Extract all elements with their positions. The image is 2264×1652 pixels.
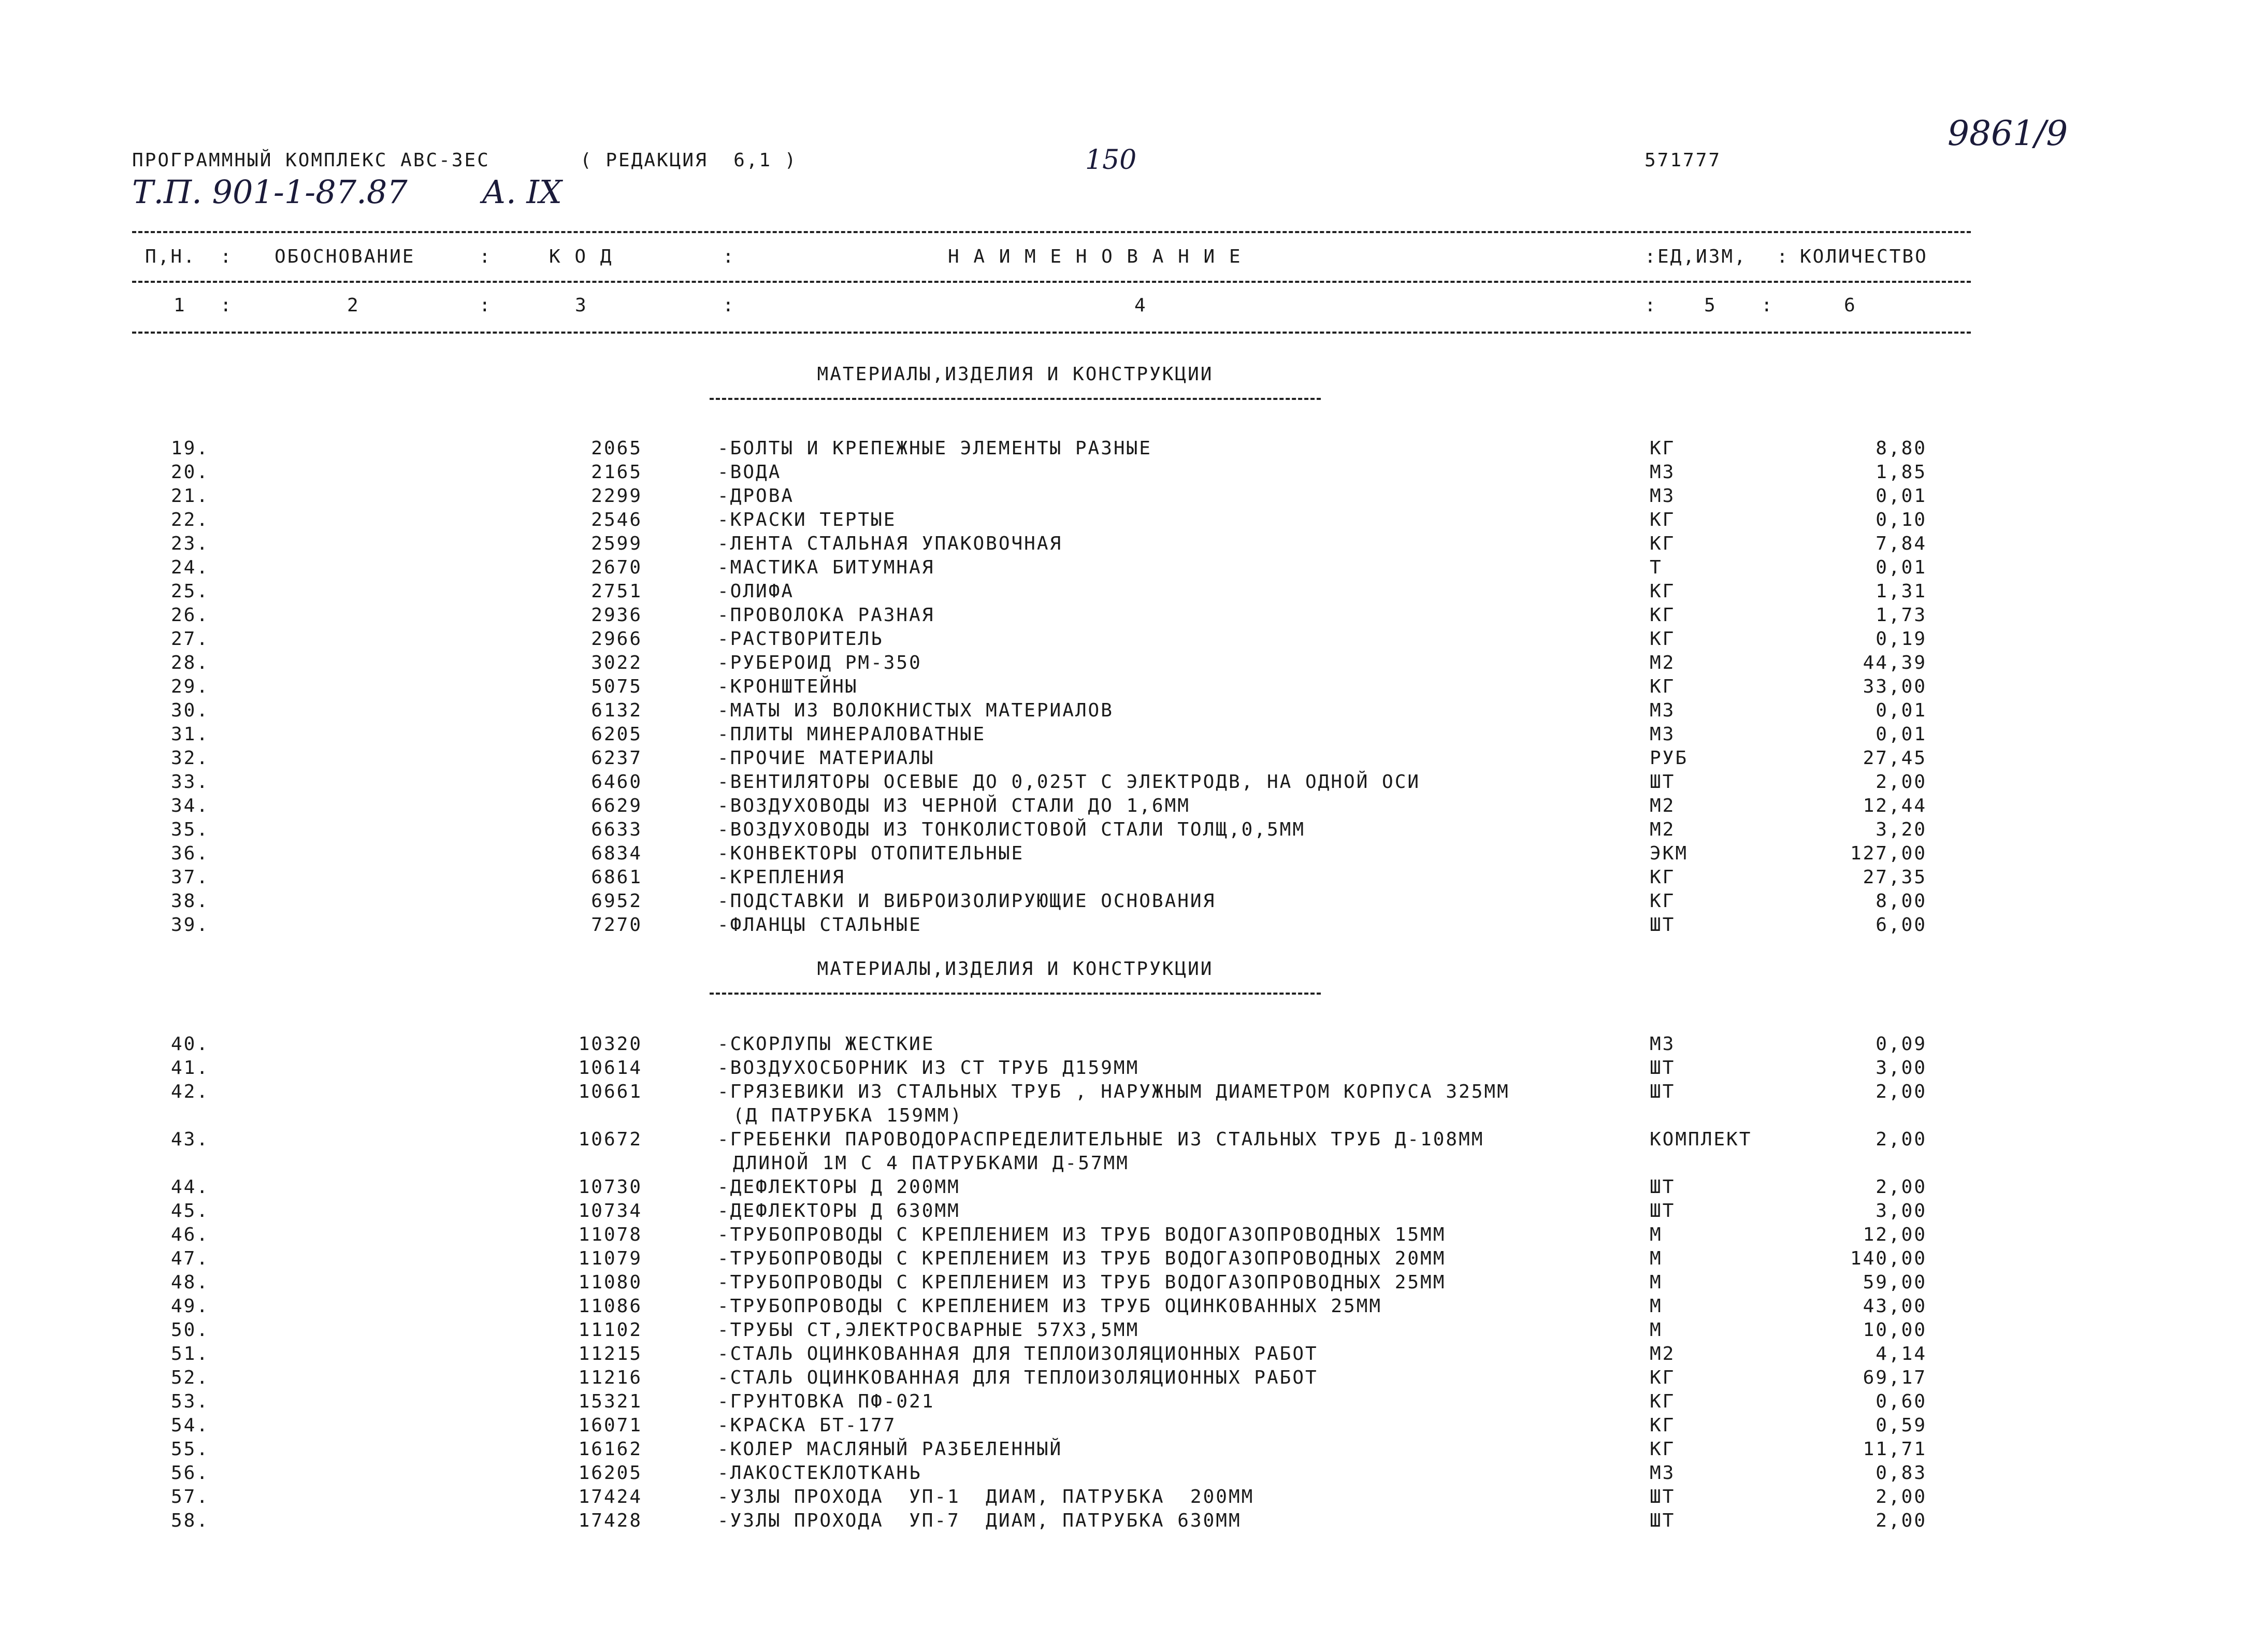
quantity-value: 127,00 bbox=[1850, 843, 1927, 864]
column-separator: : bbox=[220, 246, 233, 267]
resource-name: -КРОНШТЕЙНЫ bbox=[717, 676, 858, 697]
quantity-value: 1,73 bbox=[1876, 605, 1927, 626]
row-number: 49. bbox=[171, 1296, 210, 1317]
resource-name: -ОЛИФА bbox=[717, 581, 795, 602]
unit-of-measure: М bbox=[1650, 1248, 1663, 1269]
quantity-value: 2,00 bbox=[1876, 1176, 1927, 1198]
resource-code: 6132 bbox=[591, 700, 642, 721]
handwritten-project-number: Т.П. 901-1-87.87 bbox=[132, 173, 408, 211]
table-row bbox=[0, 1202, 2264, 1226]
unit-of-measure: М bbox=[1650, 1319, 1663, 1341]
unit-of-measure: ШТ bbox=[1650, 1176, 1676, 1198]
unit-of-measure: М3 bbox=[1650, 462, 1676, 483]
quantity-value: 27,45 bbox=[1863, 748, 1927, 769]
unit-of-measure: КГ bbox=[1650, 628, 1676, 650]
row-number: 38. bbox=[171, 890, 210, 912]
column-number-1: 1 bbox=[174, 295, 186, 316]
resource-code: 6460 bbox=[591, 771, 642, 793]
unit-of-measure: ШТ bbox=[1650, 1510, 1676, 1531]
unit-of-measure: ШТ bbox=[1650, 1057, 1676, 1079]
unit-of-measure: М bbox=[1650, 1272, 1663, 1293]
section-underline bbox=[710, 993, 1321, 995]
unit-of-measure: М bbox=[1650, 1296, 1663, 1317]
unit-of-measure: М bbox=[1650, 1224, 1663, 1245]
resource-name: -СТАЛЬ ОЦИНКОВАННАЯ ДЛЯ ТЕПЛОИЗОЛЯЦИОННЫХ РАБОТ bbox=[717, 1367, 1318, 1388]
row-number: 30. bbox=[171, 700, 210, 721]
resource-name: -КОЛЕР МАСЛЯНЫЙ РАЗБЕЛЕННЫЙ bbox=[717, 1439, 1063, 1460]
unit-of-measure: КГ bbox=[1650, 581, 1676, 602]
unit-of-measure: ШТ bbox=[1650, 1200, 1676, 1222]
unit-of-measure: КГ bbox=[1650, 1391, 1676, 1412]
table-row bbox=[0, 511, 2264, 535]
column-number-2: 2 bbox=[347, 295, 360, 316]
resource-name: -ГРЯЗЕВИКИ ИЗ СТАЛЬНЫХ ТРУБ , НАРУЖНЫМ ДИАМЕТРОМ КОРПУСА 325ММ bbox=[717, 1081, 1510, 1102]
handwritten-inventory-number: 9861/9 bbox=[1948, 113, 2068, 153]
quantity-value: 0,83 bbox=[1876, 1462, 1927, 1484]
unit-of-measure: КГ bbox=[1650, 867, 1676, 888]
resource-name: -КРЕПЛЕНИЯ bbox=[717, 867, 845, 888]
table-row bbox=[0, 1178, 2264, 1202]
table-row bbox=[0, 821, 2264, 844]
row-number: 39. bbox=[171, 914, 210, 936]
resource-code: 2966 bbox=[591, 628, 642, 650]
resource-code: 11086 bbox=[578, 1296, 642, 1317]
resource-name: -ВЕНТИЛЯТОРЫ ОСЕВЫЕ ДО 0,025Т С ЭЛЕКТРОДВ, НА ОДНОЙ ОСИ bbox=[717, 771, 1421, 793]
resource-name: -ФЛАНЦЫ СТАЛЬНЫЕ bbox=[717, 914, 922, 936]
resource-name: -МАСТИКА БИТУМНАЯ bbox=[717, 557, 935, 578]
section-title: МАТЕРИАЛЫ,ИЗДЕЛИЯ И КОНСТРУКЦИИ bbox=[817, 958, 1214, 980]
document-code: 571777 bbox=[1645, 150, 1722, 171]
row-number: 27. bbox=[171, 628, 210, 650]
resource-code: 2165 bbox=[591, 462, 642, 483]
quantity-value: 2,00 bbox=[1876, 1081, 1927, 1102]
row-number: 34. bbox=[171, 795, 210, 816]
resource-name: -ТРУБЫ СТ,ЭЛЕКТРОСВАРНЫЕ 57Х3,5ММ bbox=[717, 1319, 1140, 1341]
handwritten-album-number: А. IX bbox=[482, 173, 562, 211]
quantity-value: 0,09 bbox=[1876, 1033, 1927, 1055]
quantity-value: 0,59 bbox=[1876, 1415, 1927, 1436]
quantity-value: 3,20 bbox=[1876, 819, 1927, 840]
row-number: 58. bbox=[171, 1510, 210, 1531]
resource-name: -КРАСКА БТ-177 bbox=[717, 1415, 897, 1436]
quantity-value: 10,00 bbox=[1863, 1319, 1927, 1341]
column-separator: : bbox=[1777, 246, 1790, 267]
quantity-value: 8,80 bbox=[1876, 438, 1927, 459]
row-number: 26. bbox=[171, 605, 210, 626]
unit-of-measure: КГ bbox=[1650, 1439, 1676, 1460]
resource-code: 7270 bbox=[591, 914, 642, 936]
resource-code: 6237 bbox=[591, 748, 642, 769]
quantity-value: 6,00 bbox=[1876, 914, 1927, 936]
resource-code: 10614 bbox=[578, 1057, 642, 1079]
resource-name: -УЗЛЫ ПРОХОДА УП-7 ДИАМ, ПАТРУБКА 630ММ bbox=[717, 1510, 1242, 1531]
resource-code: 10730 bbox=[578, 1176, 642, 1198]
resource-code: 11216 bbox=[578, 1367, 642, 1388]
table-row bbox=[0, 1440, 2264, 1464]
unit-of-measure: ШТ bbox=[1650, 914, 1676, 936]
table-row bbox=[0, 463, 2264, 487]
row-number: 31. bbox=[171, 724, 210, 745]
column-header-basis: ОБОСНОВАНИЕ bbox=[275, 246, 415, 267]
table-row bbox=[0, 773, 2264, 797]
table-row-continuation bbox=[0, 1154, 2264, 1178]
row-number: 44. bbox=[171, 1176, 210, 1198]
page-number: 150 bbox=[1085, 145, 1137, 176]
table-row bbox=[0, 1345, 2264, 1369]
table-row bbox=[0, 535, 2264, 558]
column-separator: : bbox=[479, 295, 492, 316]
row-number: 20. bbox=[171, 462, 210, 483]
resource-name: -РАСТВОРИТЕЛЬ bbox=[717, 628, 884, 650]
unit-of-measure: КГ bbox=[1650, 676, 1676, 697]
table-row bbox=[0, 678, 2264, 701]
row-number: 43. bbox=[171, 1129, 210, 1150]
resource-code: 16162 bbox=[578, 1439, 642, 1460]
column-separator: : bbox=[1645, 295, 1657, 316]
row-number: 28. bbox=[171, 652, 210, 673]
resource-name: -МАТЫ ИЗ ВОЛОКНИСТЫХ МАТЕРИАЛОВ bbox=[717, 700, 1114, 721]
resource-name: -КРАСКИ ТЕРТЫЕ bbox=[717, 509, 897, 530]
quantity-value: 2,00 bbox=[1876, 1510, 1927, 1531]
table-row-continuation bbox=[0, 1107, 2264, 1130]
row-number: 35. bbox=[171, 819, 210, 840]
unit-of-measure: Т bbox=[1650, 557, 1663, 578]
resource-code: 6205 bbox=[591, 724, 642, 745]
quantity-value: 0,10 bbox=[1876, 509, 1927, 530]
resource-code: 6952 bbox=[591, 890, 642, 912]
table-row bbox=[0, 558, 2264, 582]
resource-name: -ВОДА bbox=[717, 462, 782, 483]
unit-of-measure: М3 bbox=[1650, 485, 1676, 507]
quantity-value: 0,01 bbox=[1876, 700, 1927, 721]
unit-of-measure: ШТ bbox=[1650, 771, 1676, 793]
unit-of-measure: ЭКМ bbox=[1650, 843, 1689, 864]
resource-name: -КОНВЕКТОРЫ ОТОПИТЕЛЬНЫЕ bbox=[717, 843, 1025, 864]
quantity-value: 3,00 bbox=[1876, 1200, 1927, 1222]
quantity-value: 140,00 bbox=[1850, 1248, 1927, 1269]
quantity-value: 59,00 bbox=[1863, 1272, 1927, 1293]
row-number: 45. bbox=[171, 1200, 210, 1222]
table-row bbox=[0, 1226, 2264, 1249]
resource-code: 11079 bbox=[578, 1248, 642, 1269]
unit-of-measure: М2 bbox=[1650, 1343, 1676, 1364]
table-row bbox=[0, 1249, 2264, 1273]
table-row bbox=[0, 916, 2264, 940]
resource-name: -ТРУБОПРОВОДЫ С КРЕПЛЕНИЕМ ИЗ ТРУБ ВОДОГАЗОПРОВОДНЫХ 20ММ bbox=[717, 1248, 1446, 1269]
resource-name: -ЛАКОСТЕКЛОТКАНЬ bbox=[717, 1462, 922, 1484]
resource-name: -ТРУБОПРОВОДЫ С КРЕПЛЕНИЕМ ИЗ ТРУБ ВОДОГАЗОПРОВОДНЫХ 25ММ bbox=[717, 1272, 1446, 1293]
resource-name-continuation: ДЛИНОЙ 1М С 4 ПАТРУБКАМИ Д-57ММ bbox=[733, 1153, 1129, 1174]
quantity-value: 8,00 bbox=[1876, 890, 1927, 912]
quantity-value: 7,84 bbox=[1876, 533, 1927, 554]
unit-of-measure: РУБ bbox=[1650, 748, 1689, 769]
table-row bbox=[0, 487, 2264, 511]
row-number: 40. bbox=[171, 1033, 210, 1055]
row-number: 57. bbox=[171, 1486, 210, 1507]
row-number: 23. bbox=[171, 533, 210, 554]
row-number: 22. bbox=[171, 509, 210, 530]
table-row bbox=[0, 582, 2264, 606]
unit-of-measure: М3 bbox=[1650, 700, 1676, 721]
resource-name: -ДРОВА bbox=[717, 485, 795, 507]
resource-code: 2546 bbox=[591, 509, 642, 530]
table-row bbox=[0, 701, 2264, 725]
quantity-value: 12,44 bbox=[1863, 795, 1927, 816]
unit-of-measure: КОМПЛЕКТ bbox=[1650, 1129, 1752, 1150]
quantity-value: 1,31 bbox=[1876, 581, 1927, 602]
resource-code: 6834 bbox=[591, 843, 642, 864]
quantity-value: 0,01 bbox=[1876, 485, 1927, 507]
resource-code: 10661 bbox=[578, 1081, 642, 1102]
resource-code: 10672 bbox=[578, 1129, 642, 1150]
resource-code: 5075 bbox=[591, 676, 642, 697]
program-title: ПРОГРАММНЫЙ КОМПЛЕКС АВС-3ЕС bbox=[132, 150, 490, 171]
resource-code: 2065 bbox=[591, 438, 642, 459]
resource-name: -ГРЕБЕНКИ ПАРОВОДОРАСПРЕДЕЛИТЕЛЬНЫЕ ИЗ СТАЛЬНЫХ ТРУБ Д-108ММ bbox=[717, 1129, 1484, 1150]
unit-of-measure: КГ bbox=[1650, 1415, 1676, 1436]
quantity-value: 2,00 bbox=[1876, 1486, 1927, 1507]
table-row bbox=[0, 1392, 2264, 1416]
resource-code: 10734 bbox=[578, 1200, 642, 1222]
table-row bbox=[0, 606, 2264, 630]
column-separator: : bbox=[479, 246, 492, 267]
quantity-value: 3,00 bbox=[1876, 1057, 1927, 1079]
row-number: 51. bbox=[171, 1343, 210, 1364]
column-number-3: 3 bbox=[575, 295, 588, 316]
quantity-value: 43,00 bbox=[1863, 1296, 1927, 1317]
row-number: 24. bbox=[171, 557, 210, 578]
row-number: 55. bbox=[171, 1439, 210, 1460]
unit-of-measure: М3 bbox=[1650, 1462, 1676, 1484]
resource-name: -ЛЕНТА СТАЛЬНАЯ УПАКОВОЧНАЯ bbox=[717, 533, 1063, 554]
resource-name: -ТРУБОПРОВОДЫ С КРЕПЛЕНИЕМ ИЗ ТРУБ ВОДОГАЗОПРОВОДНЫХ 15ММ bbox=[717, 1224, 1446, 1245]
column-number-4: 4 bbox=[1134, 295, 1147, 316]
resource-name: -БОЛТЫ И КРЕПЕЖНЫЕ ЭЛЕМЕНТЫ РАЗНЫЕ bbox=[717, 438, 1152, 459]
quantity-value: 1,85 bbox=[1876, 462, 1927, 483]
column-number-5: 5 bbox=[1704, 295, 1717, 316]
resource-name: -ПРОВОЛОКА РАЗНАЯ bbox=[717, 605, 935, 626]
resource-name: -СТАЛЬ ОЦИНКОВАННАЯ ДЛЯ ТЕПЛОИЗОЛЯЦИОННЫХ РАБОТ bbox=[717, 1343, 1318, 1364]
section-underline bbox=[710, 398, 1321, 400]
unit-of-measure: КГ bbox=[1650, 438, 1676, 459]
table-row bbox=[0, 1083, 2264, 1107]
resource-code: 11080 bbox=[578, 1272, 642, 1293]
table-row bbox=[0, 797, 2264, 821]
resource-name: -ГРУНТОВКА ПФ-021 bbox=[717, 1391, 935, 1412]
resource-name: -СКОРЛУПЫ ЖЕСТКИЕ bbox=[717, 1033, 935, 1055]
row-number: 37. bbox=[171, 867, 210, 888]
column-separator: : bbox=[723, 295, 736, 316]
resource-name: -ПРОЧИЕ МАТЕРИАЛЫ bbox=[717, 748, 935, 769]
table-row bbox=[0, 844, 2264, 868]
row-number: 50. bbox=[171, 1319, 210, 1341]
column-separator: : bbox=[723, 246, 736, 267]
table-row bbox=[0, 1035, 2264, 1059]
column-header-pn: П,Н. bbox=[145, 246, 196, 267]
table-row bbox=[0, 868, 2264, 892]
resource-code: 15321 bbox=[578, 1391, 642, 1412]
unit-of-measure: М2 bbox=[1650, 652, 1676, 673]
resource-code: 2936 bbox=[591, 605, 642, 626]
unit-of-measure: М2 bbox=[1650, 795, 1676, 816]
quantity-value: 27,35 bbox=[1863, 867, 1927, 888]
resource-code: 2599 bbox=[591, 533, 642, 554]
resource-code: 11215 bbox=[578, 1343, 642, 1364]
table-row bbox=[0, 1321, 2264, 1345]
quantity-value: 44,39 bbox=[1863, 652, 1927, 673]
row-number: 48. bbox=[171, 1272, 210, 1293]
resource-code: 6861 bbox=[591, 867, 642, 888]
unit-of-measure: М3 bbox=[1650, 724, 1676, 745]
resource-code: 11102 bbox=[578, 1319, 642, 1341]
row-number: 54. bbox=[171, 1415, 210, 1436]
resource-code: 16071 bbox=[578, 1415, 642, 1436]
column-header-code: К О Д bbox=[549, 246, 613, 267]
table-row bbox=[0, 439, 2264, 463]
resource-code: 17428 bbox=[578, 1510, 642, 1531]
unit-of-measure: М3 bbox=[1650, 1033, 1676, 1055]
resource-name: -ВОЗДУХОСБОРНИК ИЗ СТ ТРУБ Д159ММ bbox=[717, 1057, 1140, 1079]
quantity-value: 2,00 bbox=[1876, 771, 1927, 793]
table-row bbox=[0, 1297, 2264, 1321]
row-number: 53. bbox=[171, 1391, 210, 1412]
resource-name: -ПЛИТЫ МИНЕРАЛОВАТНЫЕ bbox=[717, 724, 986, 745]
unit-of-measure: КГ bbox=[1650, 605, 1676, 626]
table-row bbox=[0, 654, 2264, 678]
table-row bbox=[0, 892, 2264, 916]
table-row bbox=[0, 1416, 2264, 1440]
column-separator: : bbox=[1645, 246, 1657, 267]
table-row bbox=[0, 1273, 2264, 1297]
resource-code: 10320 bbox=[578, 1033, 642, 1055]
column-header-quantity: КОЛИЧЕСТВО bbox=[1800, 246, 1928, 267]
quantity-value: 12,00 bbox=[1863, 1224, 1927, 1245]
column-separator: : bbox=[1761, 295, 1774, 316]
quantity-value: 0,01 bbox=[1876, 724, 1927, 745]
table-row bbox=[0, 1059, 2264, 1083]
quantity-value: 0,19 bbox=[1876, 628, 1927, 650]
row-number: 41. bbox=[171, 1057, 210, 1079]
resource-name: -ДЕФЛЕКТОРЫ Д 630ММ bbox=[717, 1200, 960, 1222]
row-number: 21. bbox=[171, 485, 210, 507]
edition-label: ( РЕДАКЦИЯ 6,1 ) bbox=[580, 150, 798, 171]
row-number: 29. bbox=[171, 676, 210, 697]
quantity-value: 33,00 bbox=[1863, 676, 1927, 697]
resource-code: 2751 bbox=[591, 581, 642, 602]
table-row bbox=[0, 725, 2264, 749]
resource-name: -ВОЗДУХОВОДЫ ИЗ ЧЕРНОЙ СТАЛИ ДО 1,6ММ bbox=[717, 795, 1190, 816]
resource-name: -РУБЕРОИД РМ-350 bbox=[717, 652, 922, 673]
row-number: 56. bbox=[171, 1462, 210, 1484]
unit-of-measure: КГ bbox=[1650, 1367, 1676, 1388]
resource-code: 2299 bbox=[591, 485, 642, 507]
row-number: 52. bbox=[171, 1367, 210, 1388]
resource-name-continuation: (Д ПАТРУБКА 159ММ) bbox=[733, 1105, 963, 1126]
table-row bbox=[0, 749, 2264, 773]
quantity-value: 4,14 bbox=[1876, 1343, 1927, 1364]
table-row bbox=[0, 1488, 2264, 1512]
unit-of-measure: КГ bbox=[1650, 533, 1676, 554]
column-separator: : bbox=[220, 295, 233, 316]
resource-name: -ТРУБОПРОВОДЫ С КРЕПЛЕНИЕМ ИЗ ТРУБ ОЦИНКОВАННЫХ 25ММ bbox=[717, 1296, 1382, 1317]
resource-code: 2670 bbox=[591, 557, 642, 578]
resource-name: -ВОЗДУХОВОДЫ ИЗ ТОНКОЛИСТОВОЙ СТАЛИ ТОЛЩ,0,5ММ bbox=[717, 819, 1305, 840]
table-row bbox=[0, 630, 2264, 654]
resource-code: 6629 bbox=[591, 795, 642, 816]
section-title: МАТЕРИАЛЫ,ИЗДЕЛИЯ И КОНСТРУКЦИИ bbox=[817, 364, 1214, 385]
row-number: 32. bbox=[171, 748, 210, 769]
quantity-value: 2,00 bbox=[1876, 1129, 1927, 1150]
row-number: 19. bbox=[171, 438, 210, 459]
resource-code: 16205 bbox=[578, 1462, 642, 1484]
row-number: 42. bbox=[171, 1081, 210, 1102]
resource-code: 11078 bbox=[578, 1224, 642, 1245]
table-row bbox=[0, 1130, 2264, 1154]
table-row bbox=[0, 1369, 2264, 1392]
table-row bbox=[0, 1464, 2264, 1488]
resource-name: -ДЕФЛЕКТОРЫ Д 200ММ bbox=[717, 1176, 960, 1198]
resource-code: 3022 bbox=[591, 652, 642, 673]
column-number-6: 6 bbox=[1844, 295, 1857, 316]
quantity-value: 0,01 bbox=[1876, 557, 1927, 578]
table-row bbox=[0, 1512, 2264, 1535]
row-number: 47. bbox=[171, 1248, 210, 1269]
resource-name: -УЗЛЫ ПРОХОДА УП-1 ДИАМ, ПАТРУБКА 200ММ bbox=[717, 1486, 1254, 1507]
unit-of-measure: ШТ bbox=[1650, 1486, 1676, 1507]
resource-code: 17424 bbox=[578, 1486, 642, 1507]
row-number: 36. bbox=[171, 843, 210, 864]
unit-of-measure: КГ bbox=[1650, 890, 1676, 912]
unit-of-measure: КГ bbox=[1650, 509, 1676, 530]
row-number: 46. bbox=[171, 1224, 210, 1245]
resource-name: -ПОДСТАВКИ И ВИБРОИЗОЛИРУЮЩИЕ ОСНОВАНИЯ bbox=[717, 890, 1216, 912]
quantity-value: 0,60 bbox=[1876, 1391, 1927, 1412]
column-header-unit: ЕД,ИЗМ, bbox=[1657, 246, 1747, 267]
quantity-value: 69,17 bbox=[1863, 1367, 1927, 1388]
column-header-name: Н А И М Е Н О В А Н И Е bbox=[948, 246, 1242, 267]
unit-of-measure: М2 bbox=[1650, 819, 1676, 840]
row-number: 25. bbox=[171, 581, 210, 602]
unit-of-measure: ШТ bbox=[1650, 1081, 1676, 1102]
quantity-value: 11,71 bbox=[1863, 1439, 1927, 1460]
resource-code: 6633 bbox=[591, 819, 642, 840]
header-rule-top bbox=[132, 231, 1971, 233]
header-rule-middle bbox=[132, 281, 1971, 283]
header-rule-bottom bbox=[132, 332, 1971, 334]
row-number: 33. bbox=[171, 771, 210, 793]
